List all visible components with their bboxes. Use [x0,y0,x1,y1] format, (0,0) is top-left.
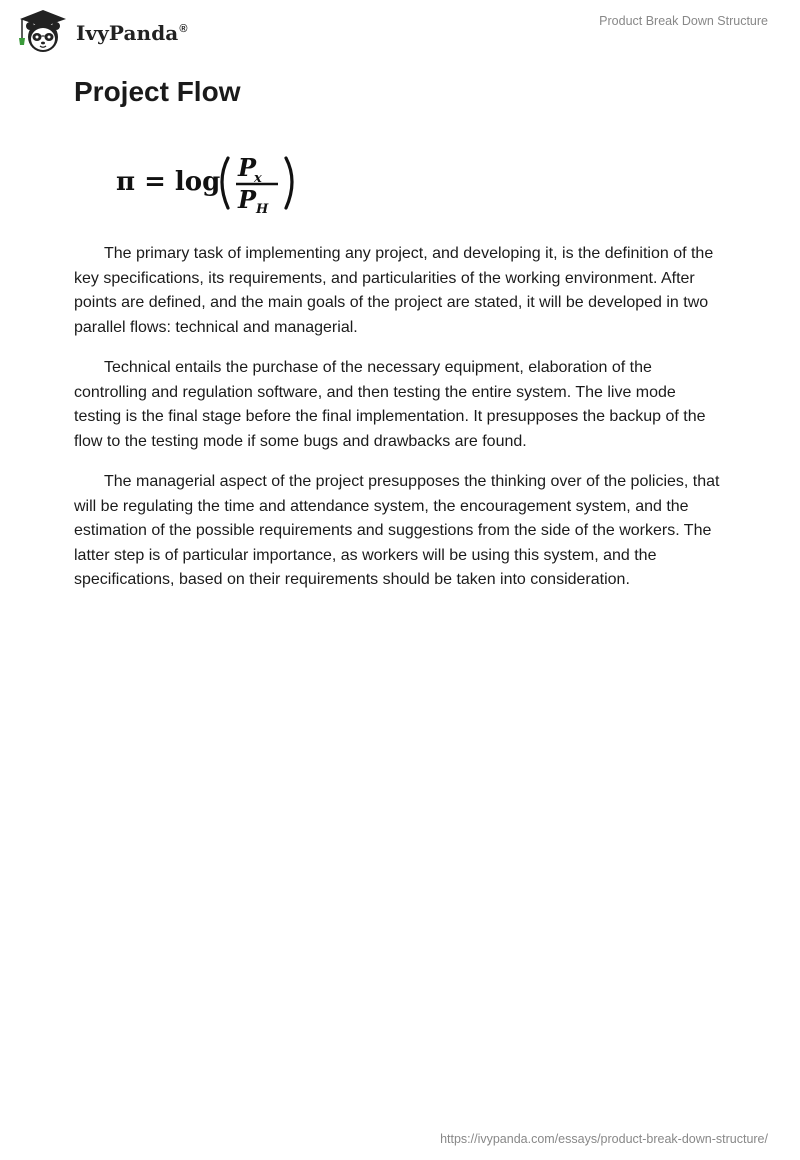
brand-name: IvyPanda® [76,21,188,45]
formula-image [116,146,316,216]
brand-logo[interactable] [14,8,188,56]
main-content [74,72,724,593]
section-heading: Project Flow [74,76,241,107]
paragraph-technical: Technical entails the purchase of the necessary equipment, elaboration of the controlling and regulation software, and then testing the entire system. The live mode testing is the final stage before the final implementation. It presupposes the backup of the flow to the testing mode if some bugs and drawbacks are found. [74,359,706,450]
brand-registered-mark: ® [179,23,188,36]
formula-denominator-sub: H [256,202,269,216]
formula-lhs: π = log [116,167,221,197]
paragraph-managerial: The managerial aspect of the project presupposes the thinking over of the policies, that will be regulating the time and attendance system, the encouragement system, and the estimation of the possible requirements and suggestions from the side of the workers. The latter step is of particular importance, as workers will be using this system, and the specifications, based on their requirements should be taken into consideration. [74,473,720,588]
document-title: Product Break Down Structure [599,14,768,28]
footer-source-link[interactable]: https://ivypanda.com/essays/product-break-down-structure/ [440,1132,768,1146]
formula-denominator: P [238,185,257,214]
panda-graduate-icon [14,8,72,56]
formula-numerator: P [238,153,257,182]
paragraph-intro: The primary task of implementing any project, and developing it, is the definition of the key specifications, its requirements, and particularities of the working environment. After points are defined, and the main goals of the project are stated, it will be developed in two parallel flows: technical and managerial. [74,245,714,336]
formula-numerator-sub: x [254,171,262,186]
page-header [0,0,800,60]
